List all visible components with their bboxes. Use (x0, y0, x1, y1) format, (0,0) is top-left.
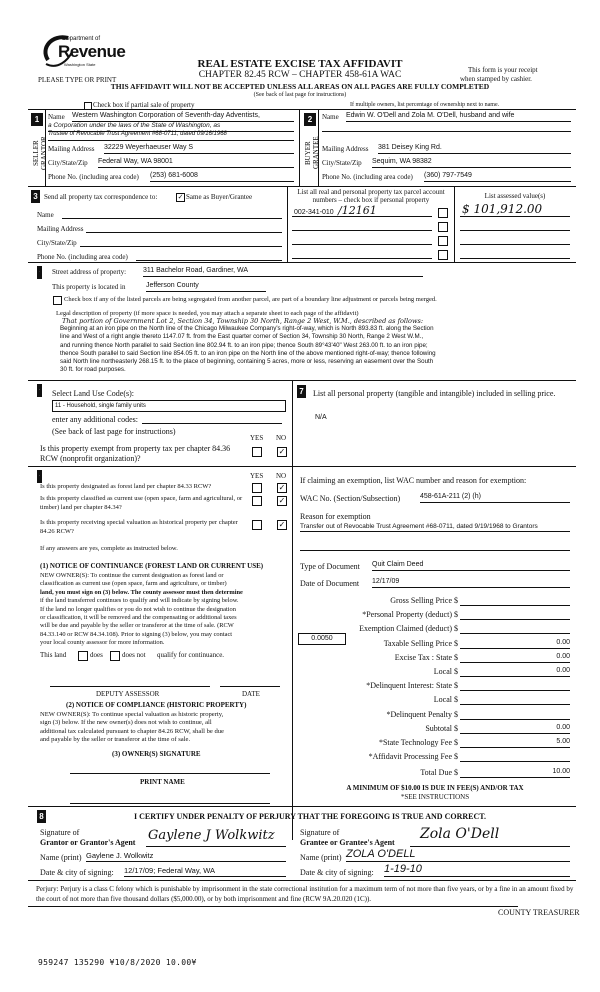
seller-address-label: Mailing Address (48, 145, 95, 153)
footer-stamp: 959247 135290 ¥10/8/2020 10.00¥ (38, 958, 197, 967)
notice-1-line: 84.33.140 or RCW 84.34.108). Prior to signing (3) below, you may contact (40, 630, 233, 638)
notice-2-text (40, 711, 292, 745)
seller-address-field[interactable]: 32229 Weyerhaeuser Way S (104, 144, 294, 154)
forest-yes-header: YES (250, 472, 264, 480)
notice-1-line: will be due and payable by the seller or transferor at the time of sale. (RCW (40, 622, 234, 630)
multiple-owners-note: If multiple owners, list percentage of ownership next to name. (350, 102, 500, 108)
dept-state: Washington State (64, 62, 96, 67)
forest-q3-yes-checkbox[interactable] (252, 520, 262, 530)
perjury-text: Perjury: Perjury is a class C felony which is punishable by imprisonment in the state correctional institution for a maximum term of not more than five years, or by a fine in an amount fixed by the court of not more than five thousand dollars ($5,000.00), or by both imprisonment and fine (RCW 9A.20.020 (1C)). (36, 885, 574, 903)
tax-row (300, 738, 572, 750)
buyer-phone-field[interactable]: (360) 797-7549 (424, 172, 571, 182)
tax-row (300, 596, 572, 608)
owner-signature-label: (3) OWNER(S) SIGNATURE (112, 750, 201, 758)
forest-q1: Is this property designated as forest land per chapter 84.33 RCW? (40, 483, 212, 490)
buyer-city-label: City/State/Zip (322, 159, 362, 167)
reason-field[interactable]: Transfer out of Revocable Trust Agreement #68-0711, dated 9/19/1968 to Grantors (300, 522, 570, 532)
wac-label: WAC No. (Section/Subsection) (300, 494, 401, 503)
exempt-no-checkbox[interactable]: ✓ (278, 447, 286, 456)
correspondence-text: Send all property tax correspondence to: (44, 193, 158, 201)
dept-name: Revenue (58, 42, 126, 61)
assessed-value-hand: $ 101,912.00 (462, 202, 543, 216)
corr-address-label: Mailing Address (37, 225, 84, 233)
grantee-sig-label-2: Grantee or Grantee's Agent (300, 838, 395, 847)
buyer-phone-label: Phone No. (including area code) (322, 173, 413, 181)
doc-type-field[interactable]: Quit Claim Deed (372, 561, 570, 571)
tax-row-value[interactable]: 0.00 (460, 653, 570, 663)
tax-row-label: *Delinquent Penalty $ (386, 709, 458, 719)
form-subtitle: CHAPTER 82.45 RCW – CHAPTER 458-61A WAC (198, 70, 402, 80)
grantor-date-field[interactable]: 12/17/09; Federal Way, WA (124, 866, 286, 877)
land-use-see-back: (See back of last page for instructions) (52, 427, 176, 436)
forest-q2: Is this property classified as current use (open space, farm and agricultural, or timber) land per chapter 84.34? (40, 495, 243, 511)
tax-row (300, 710, 572, 722)
form-title: REAL ESTATE EXCISE TAX AFFIDAVIT (197, 58, 403, 70)
section-1-badge: 1 (31, 113, 43, 126)
forest-q2-yes-checkbox[interactable] (252, 496, 262, 506)
partial-sale-label: Check box if partial sale of property (93, 101, 195, 109)
local-rate-field[interactable]: 0.0050 (298, 633, 346, 645)
grantor-name-label: Name (print) (40, 853, 82, 862)
notice-2-line: NEW OWNER(S): To continue special valuation as historic property, (40, 711, 224, 718)
buyer-name-field[interactable]: Edwin W. O'Dell and Zola M. O'Dell, husband and wife (346, 112, 571, 122)
street-label: Street address of property: (52, 268, 127, 276)
notice-1-line: land, you must sign on (3) below. The county assessor must then determine (40, 588, 243, 596)
tax-row (300, 610, 572, 622)
legal-line: line and West of a right angle thereto 1147.07 ft. from the East quarter corner of Section 34, Township 30 North, Range 2 West W.M., (60, 333, 424, 341)
tax-row-value[interactable] (460, 695, 570, 705)
forest-q2-no-checkbox[interactable]: ✓ (278, 496, 286, 505)
section-7-badge: 7 (297, 385, 306, 398)
street-field[interactable]: 311 Bachelor Road, Gardiner, WA (143, 267, 423, 277)
warning-text: THIS AFFIDAVIT WILL NOT BE ACCEPTED UNLESS ALL AREAS ON ALL PAGES ARE FULLY COMPLETED (110, 82, 490, 91)
parcel-number-hand: /12161 (338, 204, 377, 217)
land-use-additional: enter any additional codes: (52, 415, 138, 424)
parcel-header-2: numbers – check box if personal property (312, 196, 430, 204)
qualify-label: qualify for continuance. (157, 651, 225, 659)
tax-row-value[interactable]: 0.00 (460, 639, 570, 649)
section-2-badge: 2 (304, 113, 316, 126)
legal-label: Legal description of property (if more space is needed, you may attach a separate sheet to each page of the affidavit) (56, 310, 359, 317)
wac-field[interactable]: 458-61A-211 (2) (h) (420, 493, 570, 503)
tax-row-value[interactable] (460, 610, 570, 620)
seller-name-field[interactable]: Western Washington Corporation of Seventh-day Adventists, (72, 112, 294, 122)
grantee-sig-label-1: Signature of (300, 828, 340, 837)
section-6-badge: 6 (37, 470, 42, 483)
same-as-buyer-checkbox[interactable]: ✓ (177, 193, 184, 201)
reason-label: Reason for exemption (300, 512, 371, 521)
tax-row-value[interactable]: 10.00 (460, 768, 570, 778)
legal-line: Beginning at an iron pipe on the North line of the Chicago Milwaukee Company's right-of-way, which is North 893.83 ft. along the Section (60, 325, 434, 332)
parcel-3-personal-checkbox[interactable] (438, 236, 448, 246)
see-back-note: (See back of last page for instructions) (253, 92, 347, 98)
parcel-1-personal-checkbox[interactable] (438, 208, 448, 218)
tax-row-value[interactable]: 5.00 (460, 738, 570, 748)
tax-row-value[interactable] (460, 596, 570, 606)
certify-text: I CERTIFY UNDER PENALTY OF PERJURY THAT THE FOREGOING IS TRUE AND CORRECT. (133, 812, 486, 821)
segregation-checkbox[interactable] (53, 296, 62, 305)
doc-date-field[interactable]: 12/17/09 (372, 578, 570, 588)
grantor-sig-label-1: Signature of (40, 828, 80, 837)
print-name-label: PRINT NAME (140, 778, 185, 786)
buyer-address-field[interactable]: 381 Deisey King Rd. (378, 144, 571, 154)
notice-1-line: your local county assessor for more information. (40, 639, 165, 647)
notice-1-line: classification as current use (open space, farm and agriculture, or timber) (40, 580, 227, 588)
forest-no-header: NO (276, 472, 287, 480)
grantee-name-field[interactable]: ZOLA O'DELL (346, 848, 570, 862)
assessed-value-header: List assessed value(s) (484, 192, 546, 200)
grantee-signature: Zola O'Dell (420, 826, 500, 842)
seller-phone-field[interactable]: (253) 681-6008 (150, 172, 294, 182)
tax-row (300, 695, 572, 707)
county-label: This property is located in (52, 283, 126, 291)
grantor-sig-label-2: Grantor or Grantor's Agent (40, 838, 136, 847)
seller-name-hand-line-1: a Corporation under the laws of the State of Washington, as (48, 122, 294, 132)
grantor-date-label: Date & city of signing: (40, 868, 114, 877)
doc-date-label: Date of Document (300, 579, 360, 588)
grantor-signature: Gaylene J Wolkwitz (148, 828, 275, 843)
tax-row (300, 667, 572, 679)
grantee-date-label: Date & city of signing: (300, 868, 374, 877)
tax-row (300, 752, 572, 764)
seller-name-hand-line-2: Trustee of Revocable Trust Agreement #68-0711, dated 09/16/1968 (48, 131, 294, 141)
notice-2-line: sign (3) below. If the new owner(s) does not wish to continue, all (40, 719, 212, 727)
buyer-address-label: Mailing Address (322, 145, 369, 153)
land-does-not-label: does not (122, 651, 146, 659)
tax-row (300, 724, 572, 736)
grantee-date-field[interactable]: 1-19-10 (384, 863, 570, 877)
seller-vertical-label: SELLER GRANTOR (32, 136, 48, 170)
notice-1-text (40, 572, 292, 648)
notice-1-line: If the land no longer qualifies or you do not wish to continue the designation (40, 605, 236, 613)
seller-city-label: City/State/Zip (48, 159, 88, 167)
tax-row-label: Local $ (433, 667, 458, 676)
legal-line: 30 ft. for road purposes. (60, 366, 126, 374)
exemption-intro: If claiming an exemption, list WAC number and reason for exemption: (300, 476, 527, 485)
legal-hand: That portion of Government Lot 2, Section 34, Township 30 North, Range 2 West, W.M., described as follows: (62, 317, 424, 325)
legal-line: and running thence North parallel to said Section line 802.94 ft. to an iron pipe; thence South 89°43'40" West 263.00 ft. to an iron pipe; (60, 341, 428, 349)
forest-q1-yes-checkbox[interactable] (252, 483, 262, 493)
forest-q1-no-checkbox[interactable]: ✓ (278, 483, 286, 492)
tax-row-label: *Affidavit Processing Fee $ (368, 752, 458, 762)
land-use-select[interactable]: 11 - Household, single family units (52, 400, 286, 412)
tax-row-label: *Personal Property (deduct) $ (362, 610, 458, 620)
receipt-note-2: when stamped by cashier. (460, 75, 532, 83)
deputy-assessor-label: DEPUTY ASSESSOR (96, 690, 160, 698)
print-note: PLEASE TYPE OR PRINT (38, 76, 117, 84)
tax-row-label: Total Due $ (420, 768, 458, 778)
exempt-question: Is this property exempt from property tax per chapter 84.36 RCW (nonprofit organization)? (40, 444, 231, 463)
land-use-label: Select Land Use Code(s): (52, 389, 134, 398)
same-as-buyer-label: Same as Buyer/Grantee (186, 193, 253, 201)
county-treasurer-label: COUNTY TREASURER (498, 908, 580, 917)
section-3-badge: 3 (31, 190, 40, 203)
forest-complete-note: If any answers are yes, complete as instructed below. (40, 545, 178, 552)
legal-line: said North line northeasterly 268.15 ft. to the place of beginning, containing 5 acres, more or less, reserving an easement over the South (60, 358, 434, 366)
seller-city-field[interactable]: Federal Way, WA 98001 (98, 158, 294, 168)
grantor-name-field[interactable]: Gaylene J. Wolkwitz (86, 851, 286, 862)
grantee-name-label: Name (print) (300, 853, 342, 862)
notice-1-line: or classification, it will be removed and the compensating or additional taxes (40, 614, 237, 622)
tax-row-value[interactable]: 0.00 (460, 667, 570, 677)
notice-2-title: (2) NOTICE OF COMPLIANCE (HISTORIC PROPERTY) (66, 701, 247, 709)
tax-row (300, 653, 572, 665)
dept-line1: Department of (62, 36, 101, 42)
land-does-label: does (90, 651, 103, 659)
tax-row-label: Excise Tax : State $ (394, 652, 458, 662)
personal-property-value: N/A (315, 414, 327, 421)
land-use-yes-header: YES (250, 434, 264, 442)
corr-name-label: Name (37, 211, 54, 219)
forest-q3: Is this property receiving special valuation as historical property per chapter 84.26 RCW? (40, 519, 238, 535)
notice-2-line: and payable by the seller or transferor at the time of sale. (40, 736, 191, 744)
corr-phone-label: Phone No. (including area code) (37, 253, 128, 261)
tax-row-value[interactable]: 0.00 (460, 724, 570, 734)
doc-type-label: Type of Document (300, 562, 360, 571)
seller-name-label: Name (48, 113, 65, 121)
dor-logo (38, 30, 126, 72)
parcel-4-personal-checkbox[interactable] (438, 250, 448, 260)
land-does-checkbox[interactable] (78, 651, 88, 661)
section-4-badge: 4 (37, 266, 42, 279)
buyer-vertical-label: BUYER GRANTEE (304, 136, 320, 170)
corr-city-label: City/State/Zip (37, 239, 77, 247)
tax-row-label: Subtotal $ (425, 723, 458, 733)
minimum-note-1: A MINIMUM OF $10.00 IS DUE IN FEE(S) AND/OR TAX (346, 784, 524, 792)
tax-row (300, 681, 572, 693)
tax-row-label: Taxable Selling Price $ (383, 638, 458, 648)
deputy-date-label: DATE (242, 690, 260, 698)
seller-phone-label: Phone No. (including area code) (48, 173, 139, 181)
notice-1-line: NEW OWNER(S): To continue the current designation as forest land or (40, 572, 224, 579)
parcel-header-1: List all real and personal property tax parcel account (297, 188, 445, 196)
notice-1-title: (1) NOTICE OF CONTINUANCE (FOREST LAND OR CURRENT USE) (40, 562, 264, 570)
tax-row-value[interactable] (460, 624, 570, 634)
exempt-yes-checkbox[interactable] (252, 447, 262, 457)
notice-2-line: additional tax calculated pursuant to chapter 84.26 RCW, shall be due (40, 727, 224, 735)
land-does-not-checkbox[interactable] (110, 651, 120, 661)
tax-row-label: *State Technology Fee $ (378, 738, 458, 747)
tax-row-label: Gross Selling Price $ (390, 596, 458, 605)
minimum-note-2: *SEE INSTRUCTIONS (400, 793, 470, 801)
tax-row-label: *Delinquent Interest: State $ (366, 681, 458, 691)
tax-row-value[interactable] (460, 681, 570, 691)
land-use-no-header: NO (276, 434, 287, 442)
tax-row (300, 768, 572, 780)
parcel-2-personal-checkbox[interactable] (438, 222, 448, 232)
parcel-number-typed: 002-341-010 (294, 209, 334, 216)
buyer-city-field[interactable]: Sequim, WA 98382 (372, 158, 571, 168)
notice-1-line: if the land transferred continues to qualify and will indicate by signing below. (40, 597, 239, 605)
county-field[interactable]: Jefferson County (146, 282, 266, 292)
forest-q3-no-checkbox[interactable]: ✓ (278, 520, 286, 529)
tax-row-label: Exemption Claimed (deduct) $ (359, 624, 458, 634)
section-5-badge: 5 (37, 384, 42, 397)
receipt-note-1: This form is your receipt (468, 66, 538, 74)
buyer-name-label: Name (322, 113, 339, 121)
tax-row-label: Local $ (433, 695, 458, 705)
this-land-label: This land (40, 651, 67, 659)
segregation-text: Check box if any of the listed parcels are being segregated from another parcel, are part of a boundary line adjustment or parcels being merged. (64, 296, 437, 303)
personal-property-label: List all personal property (tangible and intangible) included in selling price. (313, 389, 556, 398)
tax-row-value[interactable] (460, 710, 570, 720)
section-8-badge: 8 (37, 810, 46, 823)
tax-row-value[interactable] (460, 752, 570, 762)
legal-description (60, 325, 580, 375)
legal-line: thence South parallel to said Section line 854.05 ft. to an iron pipe on the North line of the above mentioned right-of-way; thence following (60, 349, 436, 357)
